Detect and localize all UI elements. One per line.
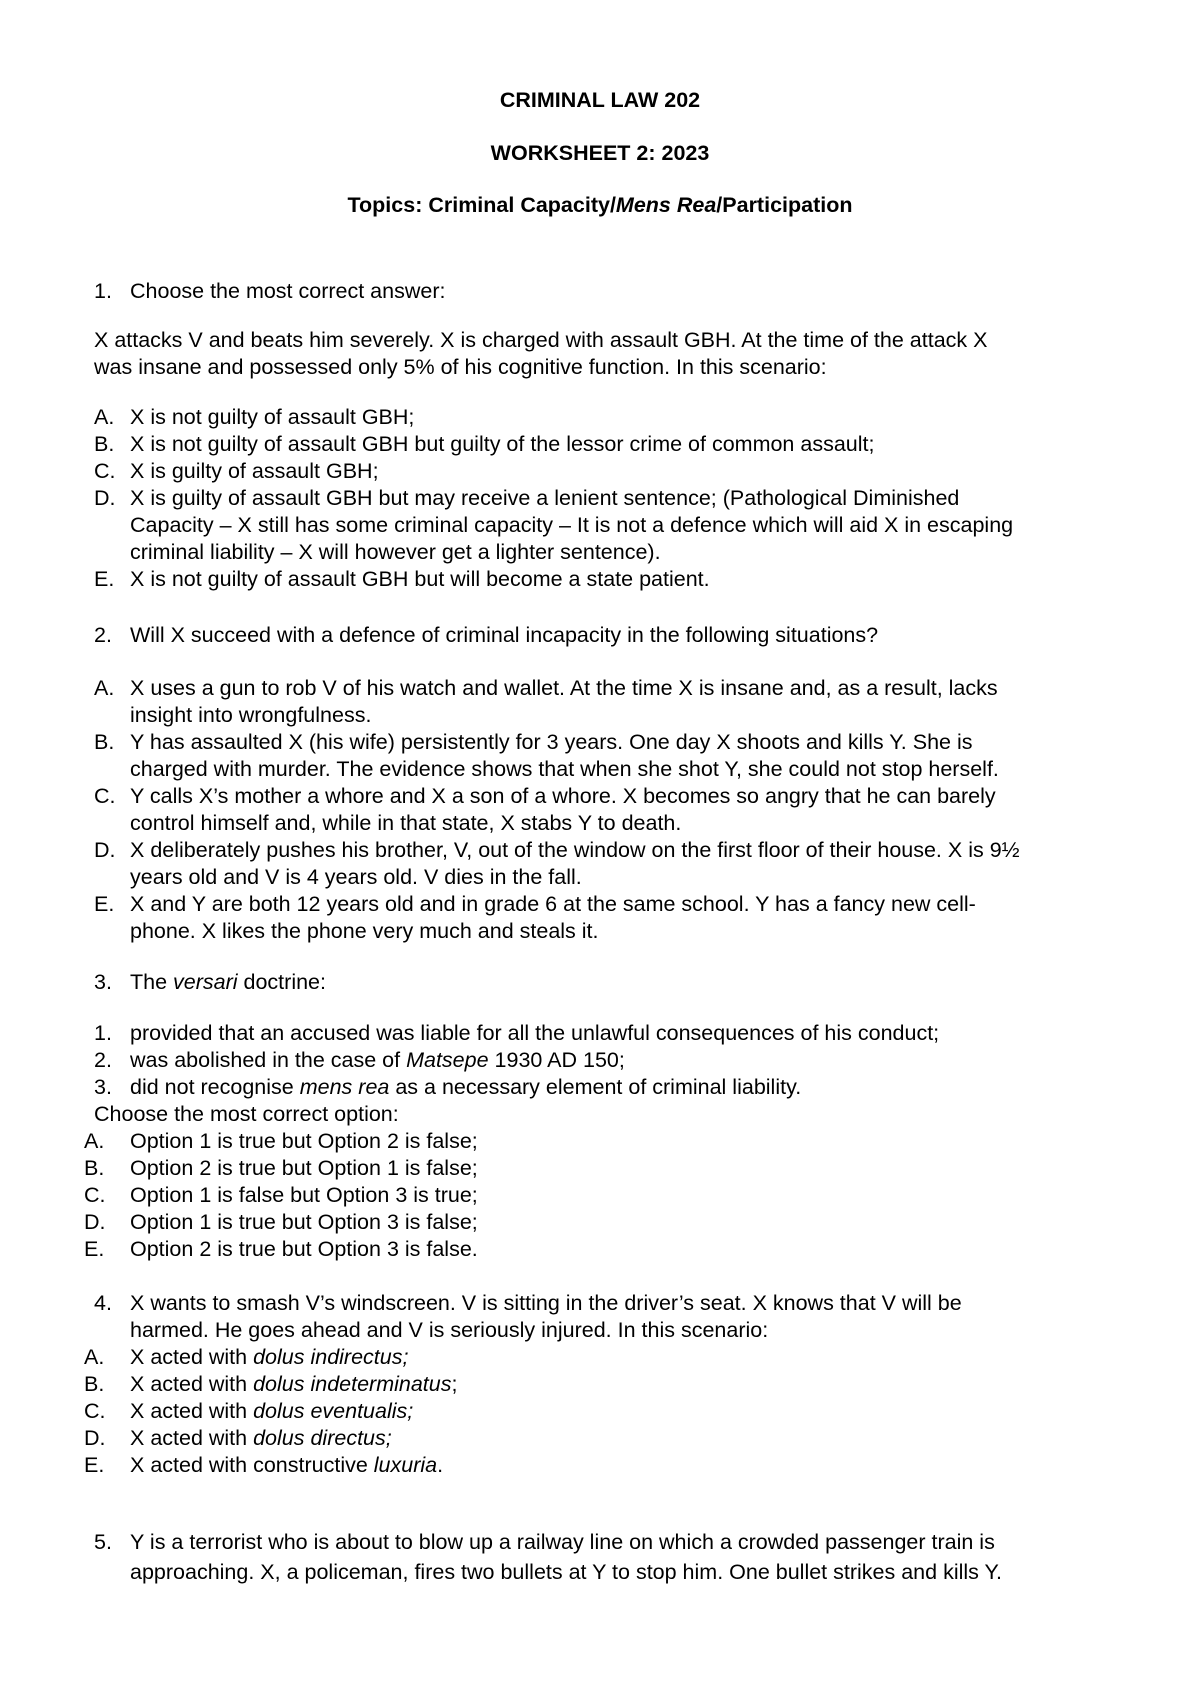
option-text: X acted with dolus eventualis; — [130, 1399, 414, 1423]
worksheet-title: WORKSHEET 2: 2023 — [490, 141, 710, 165]
option-letter: E. — [94, 892, 115, 916]
question-number: 4. — [94, 1291, 112, 1315]
option-letter: C. — [84, 1399, 106, 1423]
option-letter: E. — [84, 1237, 105, 1261]
option-letter: D. — [84, 1426, 106, 1450]
question-prompt: Choose the most correct answer: — [130, 279, 446, 303]
option-text: X acted with dolus indeterminatus; — [130, 1372, 458, 1396]
option-text: X deliberately pushes his brother, V, out of the window on the first floor of their house. X is 9½ — [130, 838, 1020, 862]
question-prompt: X wants to smash V’s windscreen. V is sitting in the driver’s seat. X knows that V will be — [130, 1291, 962, 1315]
choose-instruction: Choose the most correct option: — [94, 1102, 399, 1126]
option-text: Option 1 is true but Option 3 is false; — [130, 1210, 478, 1234]
option-letter: C. — [94, 459, 116, 483]
option-letter: B. — [94, 432, 115, 456]
statement-text: did not recognise mens rea as a necessary element of criminal liability. — [130, 1075, 802, 1099]
question-prompt: harmed. He goes ahead and V is seriously injured. In this scenario: — [130, 1318, 769, 1342]
statement-number: 3. — [94, 1075, 112, 1099]
option-text: Y has assaulted X (his wife) persistently for 3 years. One day X shoots and kills Y. She is — [130, 730, 973, 754]
question-prompt: Will X succeed with a defence of criminal incapacity in the following situations? — [130, 623, 879, 647]
scenario-text: X attacks V and beats him severely. X is charged with assault GBH. At the time of the attack X — [94, 328, 988, 352]
option-letter: D. — [94, 486, 116, 510]
option-text: X is not guilty of assault GBH but guilty of the lessor crime of common assault; — [130, 432, 875, 456]
question-number: 2. — [94, 623, 112, 647]
option-text: criminal liability – X will however get a lighter sentence). — [130, 540, 661, 564]
option-letter: B. — [84, 1156, 105, 1180]
option-text: X is not guilty of assault GBH but will become a state patient. — [130, 567, 710, 591]
option-text: years old and V is 4 years old. V dies in the fall. — [130, 865, 582, 889]
option-text: Capacity – X still has some criminal capacity – It is not a defence which will aid X in escaping — [130, 513, 1014, 537]
option-text: X acted with dolus indirectus; — [130, 1345, 409, 1369]
option-letter: C. — [84, 1183, 106, 1207]
scenario-text: was insane and possessed only 5% of his cognitive function. In this scenario: — [94, 355, 827, 379]
question-prompt: Y is a terrorist who is about to blow up a railway line on which a crowded passenger train is — [130, 1530, 995, 1554]
option-text: Option 1 is true but Option 2 is false; — [130, 1129, 478, 1153]
option-text: X uses a gun to rob V of his watch and wallet. At the time X is insane and, as a result, lacks — [130, 676, 998, 700]
option-text: Option 2 is true but Option 3 is false. — [130, 1237, 478, 1261]
option-letter: D. — [84, 1210, 106, 1234]
topics-heading: Topics: Criminal Capacity/Mens Rea/Participation — [347, 193, 853, 217]
statement-number: 2. — [94, 1048, 112, 1072]
option-text: X is guilty of assault GBH but may receive a lenient sentence; (Pathological Diminished — [130, 486, 960, 510]
option-letter: A. — [84, 1345, 105, 1369]
option-text: Option 2 is true but Option 1 is false; — [130, 1156, 478, 1180]
question-number: 1. — [94, 279, 112, 303]
statement-text: was abolished in the case of Matsepe 1930 AD 150; — [130, 1048, 625, 1072]
option-letter: A. — [94, 676, 115, 700]
option-letter: E. — [94, 567, 115, 591]
option-letter: D. — [94, 838, 116, 862]
course-title: CRIMINAL LAW 202 — [499, 88, 701, 112]
option-text: X is guilty of assault GBH; — [130, 459, 379, 483]
option-text: X is not guilty of assault GBH; — [130, 405, 415, 429]
option-letter: B. — [94, 730, 115, 754]
option-text: insight into wrongfulness. — [130, 703, 372, 727]
option-text: X acted with dolus directus; — [130, 1426, 392, 1450]
option-text: X and Y are both 12 years old and in grade 6 at the same school. Y has a fancy new cell- — [130, 892, 976, 916]
option-text: control himself and, while in that state, X stabs Y to death. — [130, 811, 682, 835]
option-letter: B. — [84, 1372, 105, 1396]
option-letter: E. — [84, 1453, 105, 1477]
question-number: 3. — [94, 970, 112, 994]
option-letter: A. — [84, 1129, 105, 1153]
option-letter: C. — [94, 784, 116, 808]
option-text: charged with murder. The evidence shows that when she shot Y, she could not stop herself. — [130, 757, 999, 781]
option-text: Option 1 is false but Option 3 is true; — [130, 1183, 478, 1207]
question-number: 5. — [94, 1530, 112, 1554]
option-text: Y calls X’s mother a whore and X a son of a whore. X becomes so angry that he can barely — [130, 784, 996, 808]
statement-number: 1. — [94, 1021, 112, 1045]
option-letter: A. — [94, 405, 115, 429]
statement-text: provided that an accused was liable for all the unlawful consequences of his conduct; — [130, 1021, 940, 1045]
option-text: X acted with constructive luxuria. — [130, 1453, 444, 1477]
question-prompt: The versari doctrine: — [130, 970, 326, 994]
option-text: phone. X likes the phone very much and steals it. — [130, 919, 599, 943]
question-prompt: approaching. X, a policeman, fires two bullets at Y to stop him. One bullet strikes and kills Y. — [130, 1560, 1003, 1584]
